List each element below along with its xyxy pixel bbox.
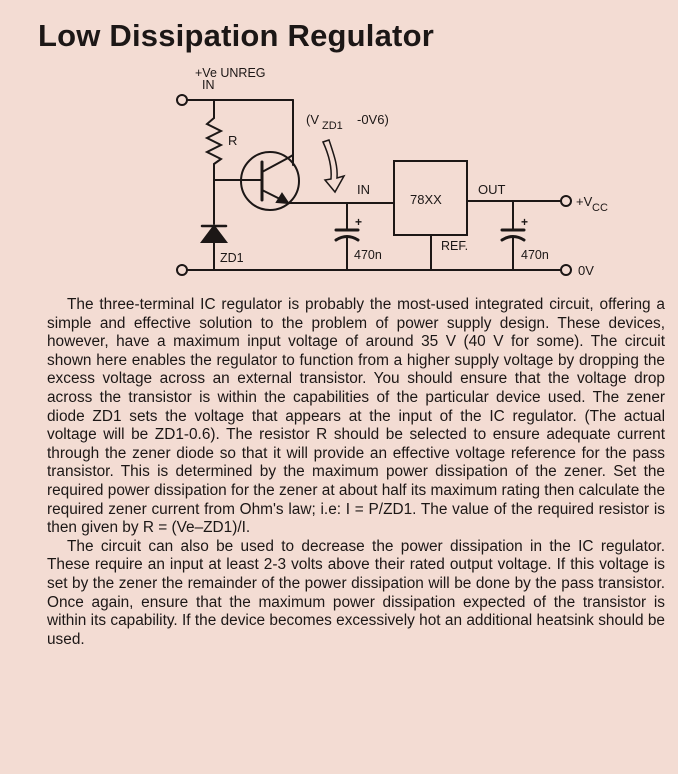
emitter-arrow [277,194,288,203]
regulator-label: 78XX [410,192,442,207]
input-terminal [177,95,187,105]
input-label-line1: +Ve UNREG [195,66,266,80]
circuit-diagram [150,60,630,290]
output-subscript: CC [592,202,608,214]
cap-out-label: 470n [521,248,549,262]
regulator-out-label: OUT [478,182,506,197]
annotation-suffix: -0V6) [357,112,389,127]
regulator-ref-label: REF. [441,239,469,253]
paragraph-1: The three-terminal IC regulator is probably the most-used integrated circuit, offering a simple and effective solution to the problem of power supply design. These devices, however, have a maximum input voltage of around 35 V (40 V for some). The circuit shown here enables the regulator to function from a higher supply voltage by dropping the excess voltage across an external transistor. You should ensure that the voltage drop across the transistor is within the capabilities of the particular device used. The zener diode ZD1 sets the voltage that appears at the input of the IC regulator. (The actual voltage will be ZD1-0.6). The resistor R should be selected to ensure adequate current through the zener diode so that it will provide an effective voltage reference for the pass transistor. This is determined by the maximum power dissipation of the zener. Set the required power dissipation for the zener at about half its maximum rating then calculate the required zener current from Ohm's law; i.e: I = P/ZD1. The value of the required resistor is then given by R = (Ve–ZD1)/I. [47,296,665,537]
transistor-collector [262,158,288,172]
annotation-arrow [323,140,344,192]
article-body [47,296,665,649]
cap-in-plus: + [355,215,363,229]
resistor-label: R [228,133,238,148]
ground-terminal-left [177,265,187,275]
ground-terminal-right [561,265,571,275]
zener-diode [202,226,226,242]
cap-out-plus: + [521,215,529,229]
cap-in-label: 470n [354,248,382,262]
output-terminal [561,196,571,206]
page-title: Low Dissipation Regulator [38,18,434,53]
zener-label: ZD1 [220,251,244,265]
input-label-line2: IN [202,78,215,92]
regulator-in-label: IN [357,182,370,197]
paragraph-2: The circuit can also be used to decrease the power dissipation in the IC regulator. These require an input at least 2-3 volts above their rated output voltage. If this voltage is set by the zener the remainder of the power dissipation will be done by the pass transistor. Once again, ensure that the maximum power dissipation expected of the transistor is within its capability. If the device becomes excessively hot an additional heatsink should be used. [47,537,665,648]
output-label: +V [576,194,593,209]
annotation-subscript: ZD1 [322,120,343,132]
resistor-r [207,118,221,164]
ground-label: 0V [578,263,594,278]
annotation-prefix: (V [306,112,319,127]
